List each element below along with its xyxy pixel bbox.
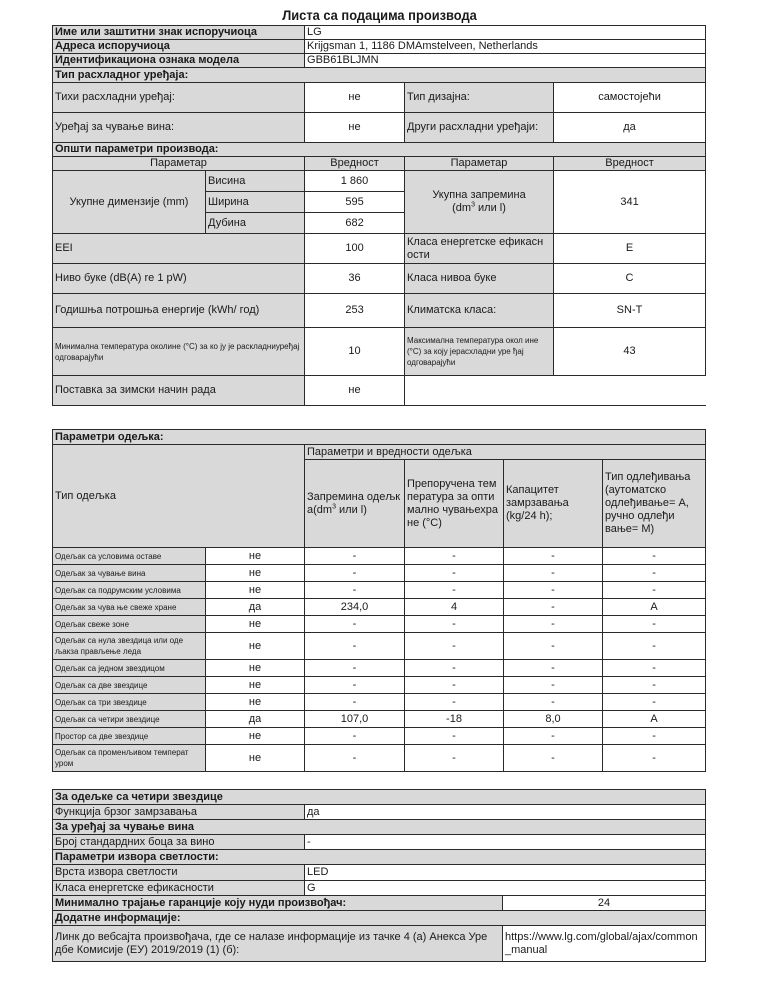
noise-level-label: Ниво буке (dB(A) re 1 pW) bbox=[53, 264, 305, 294]
compartment-defrost: - bbox=[603, 728, 706, 745]
light-class-label: Класа енергетске ефикасности bbox=[53, 881, 305, 896]
design-type-value: самостојећи bbox=[554, 83, 706, 113]
supplier-name-value: LG bbox=[305, 26, 706, 40]
compartment-defrost: - bbox=[603, 565, 706, 582]
compartment-temp: - bbox=[405, 728, 504, 745]
compartment-row bbox=[53, 745, 706, 772]
general-params-header: Општи параметри производа: bbox=[53, 143, 706, 157]
col-header-param: Параметар bbox=[53, 157, 305, 171]
compartment-row bbox=[53, 616, 706, 633]
compartment-row bbox=[53, 694, 706, 711]
compartment-name: Одељак са једном звездицом bbox=[53, 660, 206, 677]
total-volume-label: Укупна запремина ($dm^3$ или l) bbox=[405, 171, 554, 234]
min-temp-value: 10 bbox=[305, 328, 405, 376]
compartment-volume: - bbox=[305, 548, 405, 565]
compartment-volume: - bbox=[305, 745, 405, 772]
compartment-name: Одељак свеже зоне bbox=[53, 616, 206, 633]
depth-value: 682 bbox=[305, 213, 405, 234]
compartment-temp: - bbox=[405, 582, 504, 599]
noise-class-value: C bbox=[554, 264, 706, 294]
other-appliance-label: Други расхладни уређаји: bbox=[405, 113, 554, 143]
extra-info-table bbox=[52, 789, 706, 962]
compartment-present: да bbox=[206, 711, 305, 728]
compartment-values-header: Параметри и вредности одељка bbox=[305, 445, 706, 460]
compartment-defrost: - bbox=[603, 616, 706, 633]
winter-setting-value: не bbox=[305, 376, 405, 406]
compartment-freeze: - bbox=[504, 582, 603, 599]
climate-class-label: Климатска класа: bbox=[405, 294, 554, 328]
compartment-row bbox=[53, 711, 706, 728]
max-temp-label: Максимална температура окол ине (°C) за коју јерасхладни уре ђај одговарајући bbox=[405, 328, 554, 376]
compartment-present: да bbox=[206, 599, 305, 616]
compartment-row bbox=[53, 728, 706, 745]
wine-appliance-value: не bbox=[305, 113, 405, 143]
additional-info-header: Додатне информације: bbox=[53, 911, 706, 926]
height-label: Висина bbox=[206, 171, 305, 192]
compartment-table bbox=[52, 429, 706, 772]
compartment-volume: - bbox=[305, 633, 405, 660]
compartment-present: не bbox=[206, 633, 305, 660]
low-noise-label: Тихи расхладни уређај: bbox=[53, 83, 305, 113]
compartment-name: Одељак са променљивом температ уром bbox=[53, 745, 206, 772]
warranty-label: Минимално трајање гаранције коју нуди произвођач: bbox=[53, 896, 503, 911]
noise-class-label: Класа нивоа буке bbox=[405, 264, 554, 294]
compartment-temp: - bbox=[405, 633, 504, 660]
compartment-present: не bbox=[206, 548, 305, 565]
light-type-value: LED bbox=[305, 865, 706, 881]
annual-energy-value: 253 bbox=[305, 294, 405, 328]
low-noise-value: не bbox=[305, 83, 405, 113]
four-star-header: За одељке са четири звездице bbox=[53, 790, 706, 805]
appliance-type-header: Тип расхладног уређаја: bbox=[53, 68, 706, 83]
compartment-freeze: - bbox=[504, 660, 603, 677]
col-header-value-2: Вредност bbox=[554, 157, 706, 171]
compartment-freeze: - bbox=[504, 565, 603, 582]
compartment-present: не bbox=[206, 565, 305, 582]
compartment-present: не bbox=[206, 616, 305, 633]
design-type-label: Тип дизајна: bbox=[405, 83, 554, 113]
eei-label: EEI bbox=[53, 234, 305, 264]
light-class-value: G bbox=[305, 881, 706, 896]
compartment-temp: -18 bbox=[405, 711, 504, 728]
compartment-freeze: - bbox=[504, 677, 603, 694]
compartment-present: не bbox=[206, 660, 305, 677]
winter-setting-label: Поставка за зимски начин рада bbox=[53, 376, 305, 406]
compartment-defrost: A bbox=[603, 599, 706, 616]
compartment-present: не bbox=[206, 694, 305, 711]
compartment-name: Одељак са две звездице bbox=[53, 677, 206, 694]
supplier-address-label: Адреса испоручиоца bbox=[53, 40, 305, 54]
annual-energy-label: Годишња потрошња енергије (kWh/ год) bbox=[53, 294, 305, 328]
compartment-freeze: - bbox=[504, 728, 603, 745]
compartment-name: Одељак за чува ње свеже хране bbox=[53, 599, 206, 616]
col-recommended-temp: Препоручена тем пература за опти мално чувањехра не (°C) bbox=[405, 460, 504, 548]
compartment-row bbox=[53, 582, 706, 599]
other-appliance-value: да bbox=[554, 113, 706, 143]
compartment-row bbox=[53, 677, 706, 694]
wine-appliance-label: Уређај за чување вина: bbox=[53, 113, 305, 143]
compartment-present: не bbox=[206, 677, 305, 694]
wine-storage-header: За уређај за чување вина bbox=[53, 820, 706, 835]
compartment-freeze: - bbox=[504, 694, 603, 711]
eei-value: 100 bbox=[305, 234, 405, 264]
compartment-row bbox=[53, 660, 706, 677]
compartment-row bbox=[53, 599, 706, 616]
compartment-name: Одељак са нула звездица или оде љакза прављење леда bbox=[53, 633, 206, 660]
col-defrost-type: Тип одлеђивања (аутоматско одлеђивање= A, ручно одлеђи вање= M) bbox=[603, 460, 706, 548]
col-header-param-2: Параметар bbox=[405, 157, 554, 171]
compartment-name: Одељак за чување вина bbox=[53, 565, 206, 582]
model-id-label: Идентификациона ознака модела bbox=[53, 54, 305, 68]
compartment-temp: - bbox=[405, 616, 504, 633]
compartment-name: Одељак са подрумским условима bbox=[53, 582, 206, 599]
col-freezing-capacity: Капацитет замрзавања (kg/24 h); bbox=[504, 460, 603, 548]
col-compartment-volume: Запремина одељк $а(dm^3$ или l) bbox=[305, 460, 405, 548]
fast-freeze-label: Функција брзог замрзавања bbox=[53, 805, 305, 820]
wine-bottles-value: - bbox=[305, 835, 706, 850]
compartment-defrost: - bbox=[603, 694, 706, 711]
min-temp-label: Минимална температура околине (°C) за ко ју је раскладниуређај одговарајући bbox=[53, 328, 305, 376]
compartment-present: не bbox=[206, 582, 305, 599]
energy-class-label: Класа енергетске ефикасн ости bbox=[405, 234, 554, 264]
light-type-label: Врста извора светлости bbox=[53, 865, 305, 881]
height-value: 1 860 bbox=[305, 171, 405, 192]
compartment-volume: - bbox=[305, 694, 405, 711]
compartment-present: не bbox=[206, 728, 305, 745]
compartment-defrost: - bbox=[603, 745, 706, 772]
width-label: Ширина bbox=[206, 192, 305, 213]
compartment-temp: - bbox=[405, 660, 504, 677]
compartment-volume: - bbox=[305, 677, 405, 694]
compartment-volume: 234,0 bbox=[305, 599, 405, 616]
compartment-defrost: - bbox=[603, 582, 706, 599]
compartment-name: Простор са две звездице bbox=[53, 728, 206, 745]
compartment-defrost: A bbox=[603, 711, 706, 728]
compartment-row bbox=[53, 565, 706, 582]
empty-cell bbox=[405, 376, 706, 406]
dimensions-label: Укупне димензије (mm) bbox=[53, 171, 206, 234]
supplier-address-value: Krijgsman 1, 1186 DMAmstelveen, Netherlands bbox=[305, 40, 706, 54]
compartment-volume: - bbox=[305, 582, 405, 599]
compartment-row bbox=[53, 633, 706, 660]
col-header-value: Вредност bbox=[305, 157, 405, 171]
wine-bottles-label: Број стандардних боца за вино bbox=[53, 835, 305, 850]
compartment-defrost: - bbox=[603, 660, 706, 677]
compartment-temp: - bbox=[405, 565, 504, 582]
compartment-freeze: - bbox=[504, 745, 603, 772]
climate-class-value: SN-T bbox=[554, 294, 706, 328]
compartment-freeze: - bbox=[504, 633, 603, 660]
compartment-name: Одељак са три звездице bbox=[53, 694, 206, 711]
page-title: Листа са подацима производа bbox=[282, 7, 477, 23]
compartment-freeze: - bbox=[504, 616, 603, 633]
compartment-temp: - bbox=[405, 745, 504, 772]
compartment-name: Одељак са четири звездице bbox=[53, 711, 206, 728]
compartment-temp: - bbox=[405, 677, 504, 694]
compartment-temp: - bbox=[405, 548, 504, 565]
compartment-type-label: Тип одељка bbox=[53, 445, 305, 548]
compartment-name: Одељак са условима оставе bbox=[53, 548, 206, 565]
compartment-present: не bbox=[206, 745, 305, 772]
manufacturer-link-label: Линк до вебсајта произвођача, где се налазе информације из тачке 4 (а) Анекса Уре дбе Комисије (ЕУ) 2019/2019 (1) (б): bbox=[53, 926, 503, 962]
noise-level-value: 36 bbox=[305, 264, 405, 294]
product-info-table bbox=[52, 25, 706, 406]
compartment-defrost: - bbox=[603, 548, 706, 565]
compartment-freeze: - bbox=[504, 548, 603, 565]
total-volume-value: 341 bbox=[554, 171, 706, 234]
compartment-row bbox=[53, 548, 706, 565]
warranty-value: 24 bbox=[503, 896, 706, 911]
compartment-temp: - bbox=[405, 694, 504, 711]
compartment-volume: - bbox=[305, 728, 405, 745]
light-source-header: Параметри извора светлости: bbox=[53, 850, 706, 865]
supplier-name-label: Име или заштитни знак испоручиоца bbox=[53, 26, 305, 40]
compartment-volume: 107,0 bbox=[305, 711, 405, 728]
compartment-freeze: 8,0 bbox=[504, 711, 603, 728]
depth-label: Дубина bbox=[206, 213, 305, 234]
compartment-defrost: - bbox=[603, 677, 706, 694]
compartment-volume: - bbox=[305, 565, 405, 582]
compartment-freeze: - bbox=[504, 599, 603, 616]
fast-freeze-value: да bbox=[305, 805, 706, 820]
manufacturer-link[interactable]: https://www.lg.com/global/ajax/common _manual bbox=[503, 926, 706, 962]
compartment-defrost: - bbox=[603, 633, 706, 660]
compartment-temp: 4 bbox=[405, 599, 504, 616]
compartment-volume: - bbox=[305, 616, 405, 633]
energy-class-value: E bbox=[554, 234, 706, 264]
compartment-volume: - bbox=[305, 660, 405, 677]
compartment-params-header: Параметри одељка: bbox=[53, 430, 706, 445]
model-id-value: GBB61BLJMN bbox=[305, 54, 706, 68]
width-value: 595 bbox=[305, 192, 405, 213]
max-temp-value: 43 bbox=[554, 328, 706, 376]
